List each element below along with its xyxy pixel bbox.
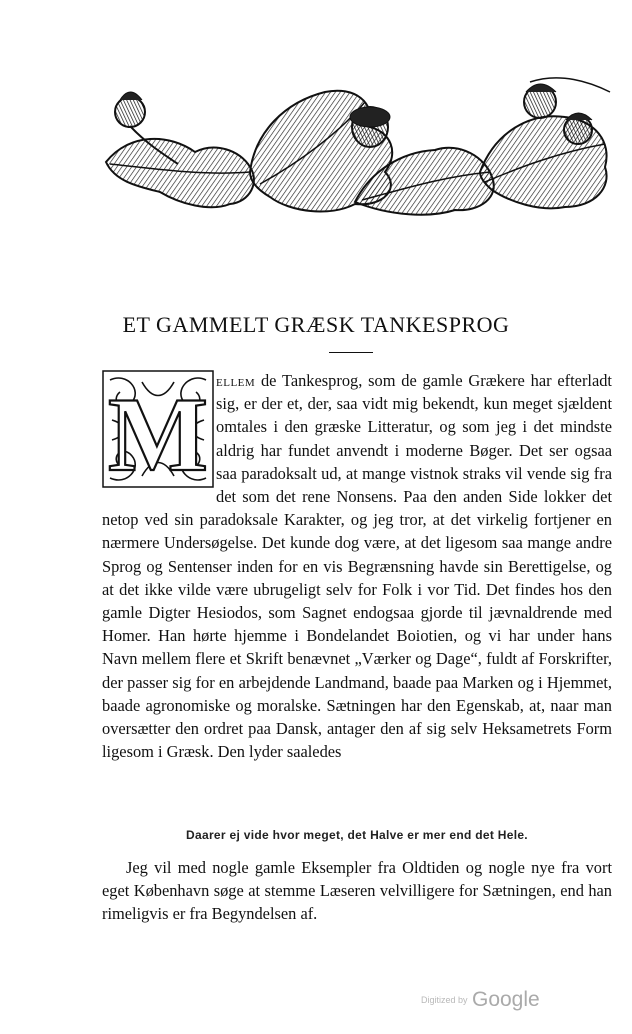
lead-word: ellem [216, 371, 256, 390]
body-text: de Tankesprog, som de gamle Grækere har efterladt sig, er der et, der, saa vidt mig bekendt, kun meget sjældent omtales i den græske Litteratur, og som jeg i det mindste aldrig har fundet anvendt i moderne Bøger. Det ser ogsaa saa paradoksalt ud, at mange vistnok straks vil vende sig fra det som det rene Nonsens. Paa den anden Side lokker det netop ved sin paradoksale Karakter, og jeg tror, at det virkelig fortjener en nærmere Undersøgelse. Det kunde dog være, at det ligesom saa mange andre Sprog og Sentenser inden for en vis Begrænsning havde sin Berettigelse, og at det ikke vilde være ubrugeligt selv for Folk i vor Tid. Det findes hos den gamle Digter Hesiodos, som Sagnet endogsaa gjorde til jævnaldrende med Homer. Han hørte hjemme i Bondelandet Boiotien, og vi har under hans Navn mellem flere et Skrift benævnet „Værker og Dage“, fuldt af Forskrifter, der passer sig for en arbejdende Landmand, baade paa Marken og i Hjemmet, baade agronomiske og moralske. Sætningen har den Egenskab, at, naar man oversætter den ordret paa Dansk, antager den af sig selv Heksametrets Form ligesom i Græsk. Den lyder saaledes [102, 371, 612, 762]
page-title: ET GAMMELT GRÆSK TANKESPROG [122, 312, 510, 337]
hexameter-quote: Daarer ej vide hvor meget, det Halve er mer end det Hele. [186, 828, 528, 842]
title-rule [329, 352, 373, 353]
dropcap-letter: M [107, 376, 209, 488]
dropcap-space [102, 369, 216, 487]
google-logo: Google [471, 988, 540, 1011]
digitized-label: Digitized by [421, 995, 468, 1005]
body-paragraph [102, 369, 612, 763]
oak-leaf-ornament [100, 72, 615, 218]
digitized-watermark [421, 988, 540, 1012]
closing-paragraph: Jeg vil med nogle gamle Eksempler fra Oldtiden og nogle nye fra vort eget København søge at stemme Læseren velvilligere for Sætningen, end han rimeligvis er fra Begyndelsen af. [102, 858, 612, 924]
